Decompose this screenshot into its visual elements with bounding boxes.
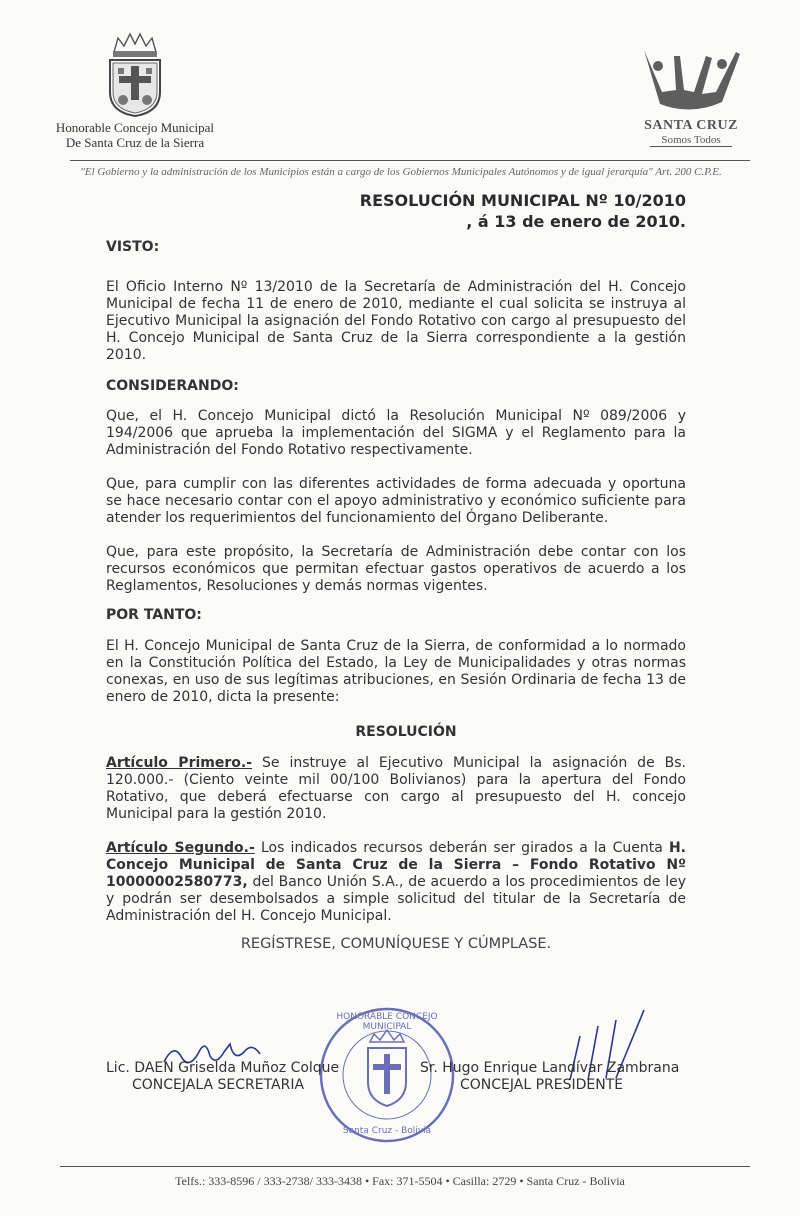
left-signatory xyxy=(106,1060,356,1094)
article-1-text: Se instruye al Ejecutivo Municipal la asignación de Bs. 120.000.- (Ciento veinte mil 00/100 Bolivianos) para la apertura del Fondo Rotativo, que deberá efectuarse con cargo al presupuesto del H. concejo Municipal para la gestión 2010. xyxy=(106,755,686,822)
org-name-line2: De Santa Cruz de la Sierra xyxy=(65,135,205,150)
right-signatory-title: CONCEJAL PRESIDENTE xyxy=(460,1077,624,1093)
resolution-title xyxy=(300,190,686,232)
brand-name: SANTA CRUZ xyxy=(644,118,738,133)
brand-tagline: Somos Todos xyxy=(650,134,732,147)
visto-heading: VISTO: xyxy=(106,239,160,255)
coat-of-arms-logo xyxy=(104,30,166,118)
right-signatory xyxy=(420,1060,700,1094)
por-tanto-heading: POR TANTO: xyxy=(106,607,202,623)
seal-text-top: HONORABLE CONCEJO MUNICIPAL xyxy=(336,1012,438,1032)
header-divider xyxy=(70,160,750,161)
resolution-number: RESOLUCIÓN MUNICIPAL Nº 10/2010 xyxy=(359,191,686,210)
closing-formula: REGÍSTRESE, COMUNÍQUESE Y CÚMPLASE. xyxy=(240,936,552,952)
por-tanto-paragraph: El H. Concejo Municipal de Santa Cruz de la Sierra, de conformidad a lo normado en la Constitución Política del Estado, la Ley de Municipalidades y otras normas conexas, en uso de sus legítimas atribuciones, en Sesión Ordinaria de fecha 13 de enero de 2010, dicta la presente: xyxy=(106,638,686,705)
org-name xyxy=(40,120,230,150)
right-signatory-name: Sr. Hugo Enrique Landívar Zambrana xyxy=(420,1060,680,1076)
resolucion-heading: RESOLUCIÓN xyxy=(355,724,457,740)
seal-text-bottom: Santa Cruz - Bolivia xyxy=(342,1126,432,1136)
article-2-label: Artículo Segundo.- xyxy=(106,840,255,856)
article-1-label: Artículo Primero.- xyxy=(106,755,253,771)
resolution-date: , á 13 de enero de 2010. xyxy=(466,212,686,231)
considerando-paragraph-2: Que, para cumplir con las diferentes actividades de forma adecuada y oportuna se hace necesario contar con el apoyo administrativo y económico suficiente para atender los requerimientos del funcionamiento del Órgano Deliberante. xyxy=(106,476,686,526)
article-1 xyxy=(106,755,686,823)
santa-cruz-logo xyxy=(636,46,746,120)
left-signatory-name: Lic. DAEN Griselda Muñoz Colque xyxy=(106,1060,340,1076)
article-2-text-a: Los indicados recursos deberán ser girados a la Cuenta xyxy=(254,840,669,856)
org-name-line1: Honorable Concejo Municipal xyxy=(55,120,215,135)
footer-divider xyxy=(60,1166,750,1167)
considerando-heading: CONSIDERANDO: xyxy=(106,378,239,394)
considerando-paragraph-3: Que, para este propósito, la Secretaría de Administración debe contar con los recursos económicos que permitan efectuar gastos operativos de acuerdo a los Reglamentos, Resoluciones y demás normas vigentes. xyxy=(106,544,686,594)
contact-footer: Telfs.: 333-8596 / 333-2738/ 333-3438 • Fax: 371-5504 • Casilla: 2729 • Santa Cruz - Bolivia xyxy=(175,1174,625,1188)
article-2-text-b: del Banco Unión S.A., de acuerdo a los procedimientos de ley y podrán ser desembolsados a simple solicitud del titular de la Secretaría de Administración del H. Concejo Municipal. xyxy=(106,874,686,924)
constitution-quote: "El Gobierno y la administración de los Municipios están a cargo de los Gobiernos Municipales Autónomos y de igual jerarquía" Art. 200 C.P.E. xyxy=(80,166,722,178)
visto-paragraph: El Oficio Interno Nº 13/2010 de la Secretaría de Administración del H. Concejo Municipal de fecha 11 de enero de 2010, mediante el cual solicita se instruya al Ejecutivo Municipal la asignación del Fondo Rotativo con cargo al presupuesto del H. Concejo Municipal de Santa Cruz de la Sierra correspondiente a la gestión 2010. xyxy=(106,279,686,363)
considerando-paragraph-1: Que, el H. Concejo Municipal dictó la Resolución Municipal Nº 089/2006 y 194/2006 que aprueba la implementación del SIGMA y el Reglamento para la Administración del Fondo Rotativo respectivamente. xyxy=(106,408,686,458)
left-signatory-title: CONCEJALA SECRETARIA xyxy=(132,1077,305,1093)
account-name: H. Concejo Municipal de Santa Cruz de la Sierra – Fondo Rotativo Nº 10000002580773, xyxy=(106,840,687,890)
article-2 xyxy=(106,840,686,925)
